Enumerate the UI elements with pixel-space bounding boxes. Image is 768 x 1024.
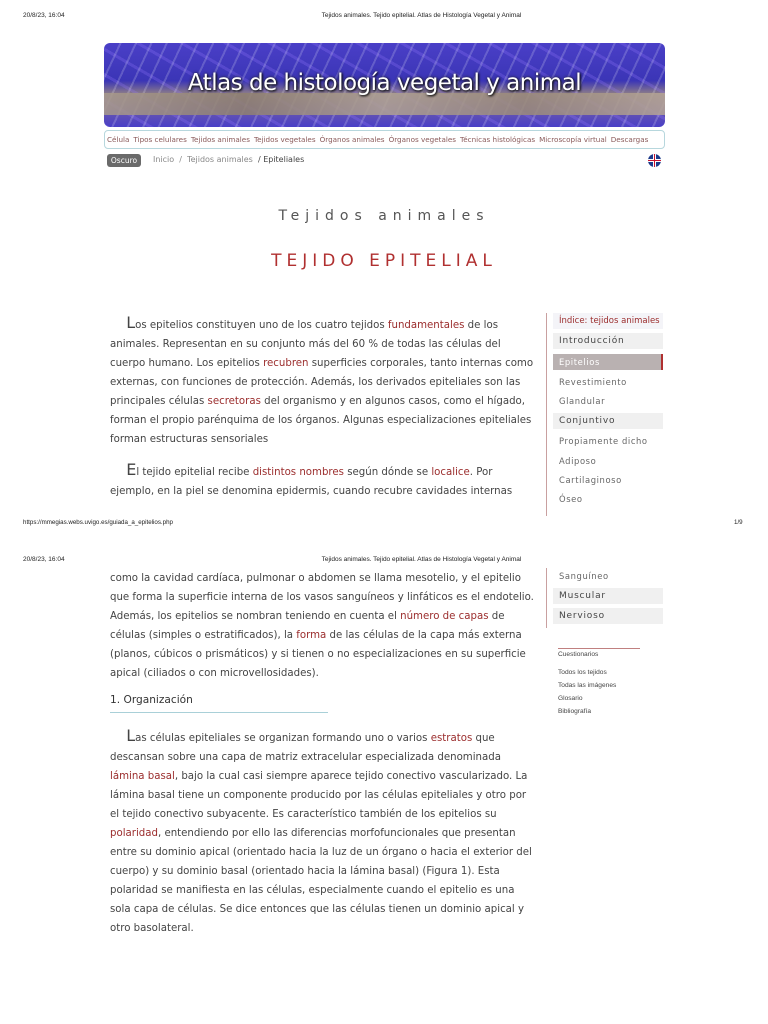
link-localice[interactable]: localice [431, 467, 470, 478]
link-forma[interactable]: forma [296, 630, 327, 641]
breadcrumb [153, 155, 304, 164]
print-url: https://mmegias.webs.uvigo.es/guiada_a_epitelios.php [23, 519, 173, 526]
sidebar-link-bibliografia[interactable]: Bibliografía [558, 708, 591, 715]
page-title: TEJIDO EPITELIAL [271, 251, 497, 271]
link-recubren[interactable]: recubren [263, 358, 309, 369]
site-banner[interactable] [104, 43, 665, 127]
print-title: Tejidos animales. Tejido epitelial. Atlas de Histología Vegetal y Animal [321, 556, 522, 563]
site-title: Atlas de histología vegetal y animal [187, 70, 582, 96]
breadcrumb-section[interactable]: Tejidos animales [187, 155, 253, 164]
print-page-number: 1/9 [734, 519, 743, 526]
link-distintos-nombres[interactable]: distintos nombres [252, 467, 344, 478]
nav-celula[interactable]: Célula [107, 135, 130, 144]
breadcrumb-separator: / [179, 155, 182, 164]
nav-organos-vegetales[interactable]: Órganos vegetales [388, 135, 457, 144]
link-lamina-basal[interactable]: lámina basal [110, 771, 175, 782]
english-flag-icon[interactable] [648, 154, 661, 167]
sidebar-item-cartilaginoso[interactable]: Cartilaginoso [559, 475, 622, 485]
paragraph-names-continued: como la cavidad cardíaca, pulmonar o abdomen se llama mesotelio, y el epitelio que forma la superficie interna de los vasos sanguíneos y linfáticos es el endotelio. Además, los epitelios se nombran teniendo en cuenta el número de capas de células (simples o estratificados), la forma de las células de la capa más externa (planos, cúbicos o prismáticos) y si tienen o no especializaciones en su superficie apical (ciliados o con microvellosidades). [110, 573, 534, 679]
breadcrumb-home[interactable]: Inicio [153, 155, 175, 164]
top-navigation [104, 130, 665, 149]
sidebar-item-propiamente-dicho[interactable]: Propiamente dicho [559, 436, 648, 446]
banner-tissue-image [104, 93, 665, 115]
sidebar-item-epitelios[interactable]: Epitelios [553, 354, 663, 370]
nav-tejidos-vegetales[interactable]: Tejidos vegetales [253, 135, 316, 144]
nav-tecnicas[interactable]: Técnicas histológicas [460, 135, 536, 144]
section-heading-organizacion: 1. Organización [110, 694, 193, 706]
sidebar-item-adiposo[interactable]: Adiposo [559, 456, 597, 466]
sidebar-item-glandular[interactable]: Glandular [559, 396, 606, 406]
paragraph-names: El tejido epitelial recibe distintos nombres según dónde se localice. Por ejemplo, en la piel se denomina epidermis, cuando recubre cavidades internas [110, 460, 513, 497]
sidebar-item-sanguineo[interactable]: Sanguíneo [559, 571, 609, 581]
sidebar-index-continued [546, 568, 663, 628]
sidebar-index [546, 313, 663, 516]
nav-organos-animales[interactable]: Órganos animales [319, 135, 385, 144]
sidebar-item-conjuntivo[interactable]: Conjuntivo [553, 413, 663, 429]
print-title: Tejidos animales. Tejido epitelial. Atlas de Histología Vegetal y Animal [321, 12, 522, 19]
paragraph-intro: Los epitelios constituyen uno de los cuatro tejidos fundamentales de los animales. Representan en su conjunto más del 60 % de todas las células del cuerpo humano. Los epitelios recubren superficies corporales, tanto internas como externas, con funciones de protección. Además, los derivados epiteliales son las principales células secretoras del organismo y en algunos casos, como el hígado, forman el propio parénquima de los órganos. Algunas especializaciones epiteliales forman estructuras sensoriales [110, 313, 534, 445]
sidebar-cuestionarios[interactable]: Cuestionarios [558, 648, 640, 658]
breadcrumb-separator: / [257, 155, 261, 164]
breadcrumb-current: Epiteliales [263, 155, 305, 164]
sidebar-link-todos-tejidos[interactable]: Todos los tejidos [558, 669, 607, 676]
nav-tejidos-animales[interactable]: Tejidos animales [190, 135, 250, 144]
sidebar-link-glosario[interactable]: Glosario [558, 695, 583, 702]
nav-microscopia[interactable]: Microscopía virtual [539, 135, 607, 144]
print-date: 20/8/23, 16:04 [23, 556, 65, 563]
sidebar-item-revestimiento[interactable]: Revestimiento [559, 377, 627, 387]
sidebar-index-title[interactable]: Índice: tejidos animales [553, 313, 663, 329]
sidebar-item-oseo[interactable]: Óseo [559, 494, 583, 504]
link-numero-de-capas[interactable]: número de capas [400, 611, 489, 622]
nav-descargas[interactable]: Descargas [610, 135, 649, 144]
nav-tipos-celulares[interactable]: Tipos celulares [133, 135, 187, 144]
sidebar-item-introduccion[interactable]: Introducción [553, 333, 663, 349]
section-title: Tejidos animales [278, 208, 490, 224]
link-secretoras[interactable]: secretoras [207, 396, 261, 407]
link-estratos[interactable]: estratos [430, 733, 473, 744]
sidebar-item-muscular[interactable]: Muscular [553, 588, 663, 604]
link-fundamentales[interactable]: fundamentales [387, 320, 465, 331]
link-polaridad[interactable]: polaridad [110, 828, 158, 839]
heading-underline [110, 712, 328, 713]
dark-mode-button[interactable]: Oscuro [107, 154, 141, 167]
sidebar-link-todas-imagenes[interactable]: Todas las imágenes [558, 682, 617, 689]
print-date: 20/8/23, 16:04 [23, 12, 65, 19]
paragraph-organizacion: Las células epiteliales se organizan formando uno o varios estratos que descansan sobre una capa de matriz extracelular especializada denominada lámina basal, bajo la cual casi siempre aparece tejido conectivo vascularizado. La lámina basal tiene un componente producido por las células epiteliales y otro por el tejido conectivo subyacente. Es característico también de los epitelios su polaridad, entendiendo por ello las diferencias morfofuncionales que presentan entre su dominio apical (orientado hacia la luz de un órgano o hacia el exterior del cuerpo) y su dominio basal (orientado hacia la lámina basal) (Figura 1). Esta polaridad se manifiesta en las células, especialmente cuando el epitelio es una sola capa de células. Se dice entonces que las células tienen un dominio apical y otro basolateral. [110, 726, 532, 934]
sidebar-item-nervioso[interactable]: Nervioso [553, 608, 663, 624]
